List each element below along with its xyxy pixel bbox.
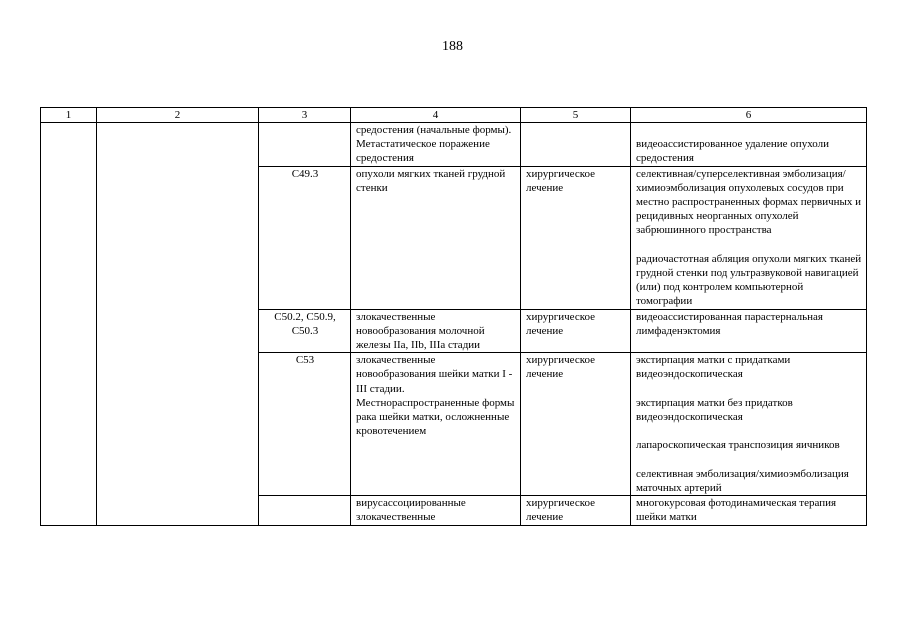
cell-treatment: хирургическое лечение <box>521 353 631 496</box>
method-text: лапароскопическая транспозиция яичников <box>636 439 840 452</box>
column-header-6: 6 <box>631 108 867 123</box>
cell-methods <box>631 353 867 496</box>
medical-procedures-table <box>40 107 867 526</box>
column-header-4: 4 <box>351 108 521 123</box>
column-header-3: 3 <box>259 108 351 123</box>
method-text: экстирпация матки с придатками видеоэндоскопическая <box>636 354 791 381</box>
cell-treatment-empty <box>521 123 631 167</box>
cell-method <box>631 123 867 167</box>
cell-method: видеоассистированная парастернальная лимфаденэктомия <box>631 309 867 353</box>
cell-method: многокурсовая фотодинамическая терапия шейки матки <box>631 496 867 525</box>
method-text: радиочастотная абляция опухоли мягких тканей грудной стенки под ультразвуковой навигацией (или) под контролем компьютерной томографии <box>636 252 862 308</box>
method-text: видеоассистированное удаление опухоли средостения <box>636 138 829 165</box>
column-header-1: 1 <box>41 108 97 123</box>
cell-code-empty <box>259 496 351 525</box>
cell-diagnosis: злокачественные новообразования шейки матки I - III стадии. Местнораспространенные формы рака шейки матки, осложненные кровотечением <box>351 353 521 496</box>
cell-diagnosis: вирусассоциированные злокачественные <box>351 496 521 525</box>
cell-diagnosis: средостения (начальные формы). Метастатическое поражение средостения <box>351 123 521 167</box>
column-header-2: 2 <box>97 108 259 123</box>
cell-empty-col1 <box>41 123 97 526</box>
cell-diagnosis: опухоли мягких тканей грудной стенки <box>351 166 521 309</box>
method-text: экстирпация матки без придатков видеоэндоскопическая <box>636 396 793 424</box>
cell-treatment: хирургическое лечение <box>521 496 631 525</box>
cell-code: C49.3 <box>259 166 351 309</box>
cell-code: C53 <box>259 353 351 496</box>
method-text: селективная эмболизация/химиоэмболизация маточных артерий <box>636 467 849 495</box>
column-header-5: 5 <box>521 108 631 123</box>
column-number-row <box>41 108 867 123</box>
cell-code: C50.2, C50.9, C50.3 <box>259 309 351 353</box>
method-text: селективная/суперселективная эмболизация/химиоэмболизация опухолевых сосудов при местно распространенных формах первичных и рецидивных неорганных опухолей забрюшинного пространства <box>636 167 862 237</box>
cell-treatment: хирургическое лечение <box>521 166 631 309</box>
table-row <box>41 123 867 167</box>
cell-diagnosis: злокачественные новообразования молочной железы IIa, IIb, IIIa стадии <box>351 309 521 353</box>
cell-empty-col2 <box>97 123 259 526</box>
page-number: 188 <box>442 39 463 54</box>
cell-treatment: хирургическое лечение <box>521 309 631 353</box>
cell-methods <box>631 166 867 309</box>
cell-code-empty <box>259 123 351 167</box>
